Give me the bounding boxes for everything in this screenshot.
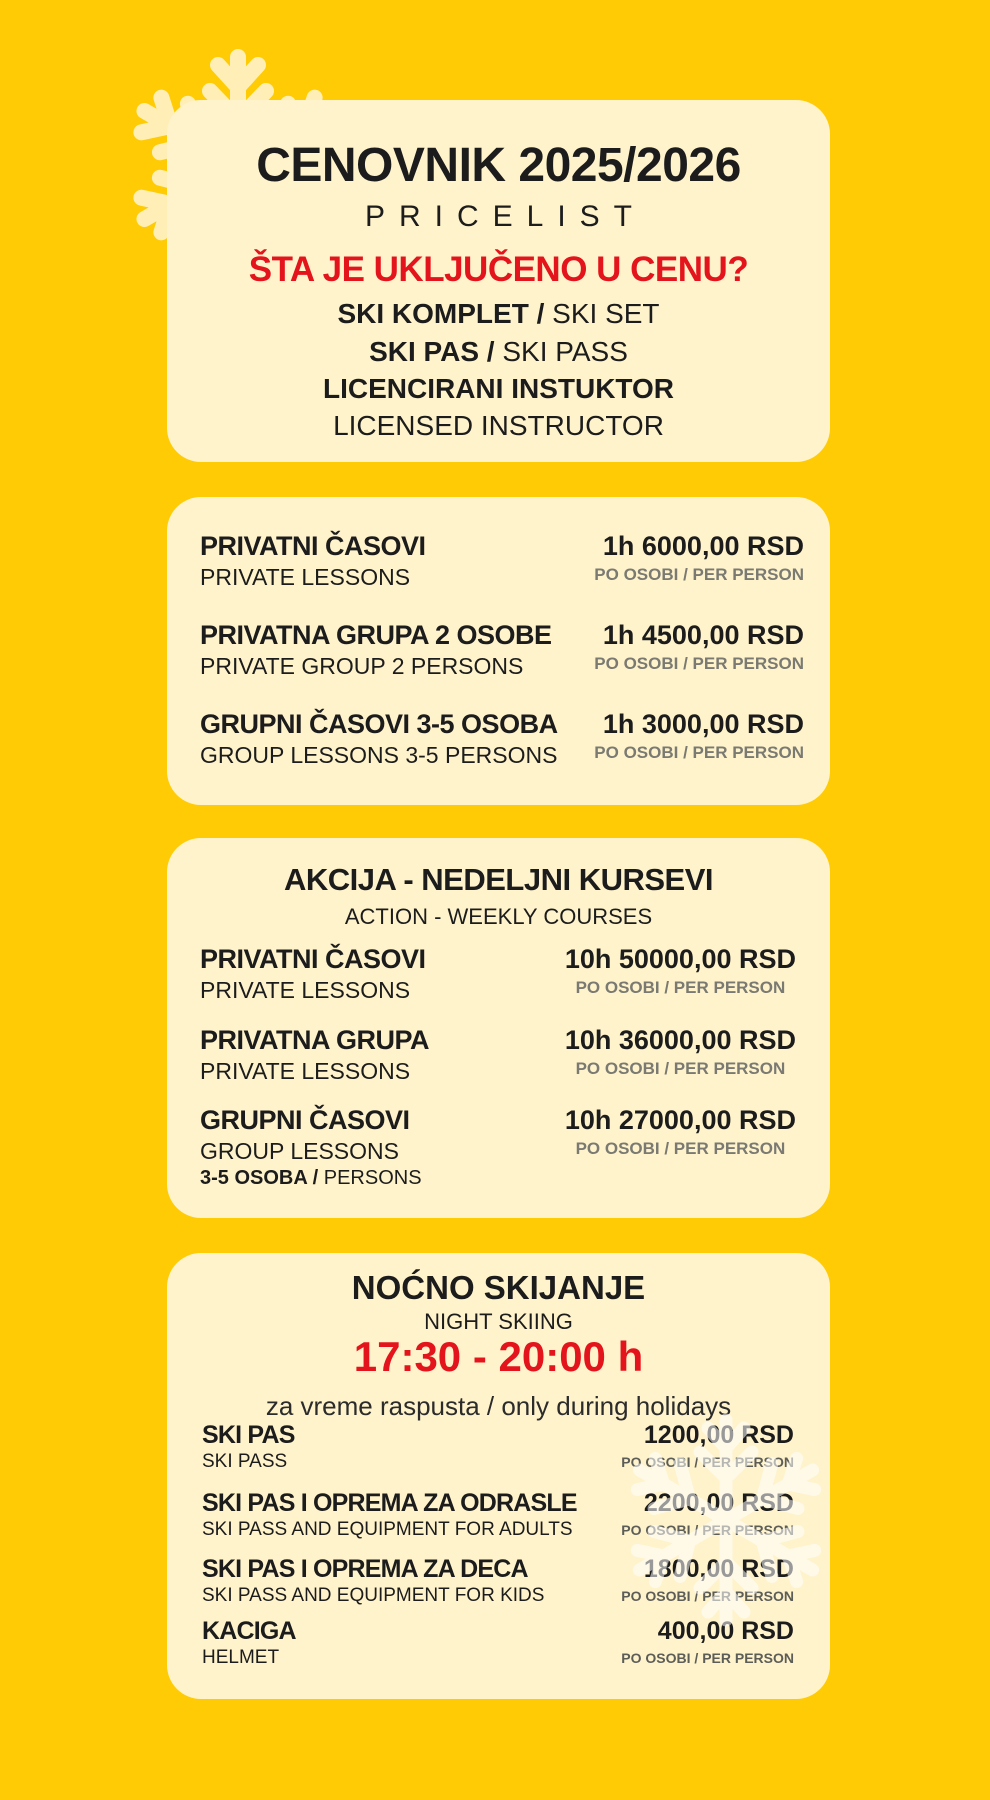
item-name-en: SKI PASS	[202, 1451, 288, 1472]
included-item-instructor: LICENCIRANI INSTUKTOR	[322, 373, 675, 404]
item-name: PRIVATNA GRUPA	[200, 1025, 429, 1055]
price-row	[200, 944, 804, 1004]
item-price: 10h 36000,00 RSD	[564, 1025, 796, 1055]
item-name: SKI PAS I OPREMA ZA ODRASLE	[202, 1489, 577, 1517]
item-name-en: HELMET	[202, 1647, 280, 1668]
per-person-label: PO OSOBI / PER PERSON	[594, 743, 804, 762]
per-person-label: PO OSOBI / PER PERSON	[575, 978, 786, 997]
item-name: SKI PAS	[202, 1421, 295, 1449]
item-name-en: PRIVATE GROUP 2 PERSONS	[200, 653, 524, 679]
item-price: 1200,00 RSD	[643, 1421, 794, 1449]
item-name-en: SKI PASS AND EQUIPMENT FOR KIDS	[202, 1585, 545, 1606]
item-name: GRUPNI ČASOVI	[200, 1105, 410, 1135]
item-name: PRIVATNI ČASOVI	[200, 944, 426, 974]
item-price: 10h 50000,00 RSD	[564, 944, 796, 974]
item-name-en: GROUP LESSONS 3-5 PERSONS	[200, 742, 558, 768]
weekly-courses-card	[167, 838, 830, 1218]
page-title: CENOVNIK 2025/2026	[256, 139, 741, 192]
included-card	[167, 100, 830, 462]
per-person-label: PO OSOBI / PER PERSON	[594, 654, 804, 673]
price-row	[200, 531, 804, 591]
item-name: KACIGA	[202, 1617, 296, 1645]
section-title: AKCIJA - NEDELJNI KURSEVI	[283, 862, 714, 897]
included-item-ski-set: SKI KOMPLET / SKI SET	[337, 298, 660, 329]
item-price: 10h 27000,00 RSD	[564, 1105, 796, 1135]
item-name-en: SKI PASS AND EQUIPMENT FOR ADULTS	[202, 1519, 573, 1540]
item-name: GRUPNI ČASOVI 3-5 OSOBA	[200, 709, 558, 739]
night-skiing-time: 17:30 - 20:00 h	[353, 1333, 644, 1380]
section-subtitle: NIGHT SKIING	[424, 1309, 573, 1334]
section-subtitle: ACTION - WEEKLY COURSES	[344, 904, 653, 929]
holiday-note: za vreme raspusta / only during holidays	[265, 1391, 732, 1421]
item-price: 1800,00 RSD	[643, 1555, 794, 1583]
per-person-label: PO OSOBI / PER PERSON	[621, 1454, 794, 1470]
item-name: SKI PAS I OPREMA ZA DECA	[202, 1555, 528, 1583]
section-title: NOĆNO SKIJANJE	[351, 1269, 646, 1306]
price-row	[200, 1105, 804, 1190]
price-row	[200, 709, 804, 769]
per-person-label: PO OSOBI / PER PERSON	[594, 565, 804, 584]
item-price: 1h 6000,00 RSD	[602, 531, 804, 561]
item-persons-note: 3-5 OSOBA / PERSONS	[200, 1167, 422, 1189]
per-person-label: PO OSOBI / PER PERSON	[575, 1059, 786, 1078]
per-person-label: PO OSOBI / PER PERSON	[575, 1139, 786, 1158]
item-name-en: PRIVATE LESSONS	[200, 564, 411, 590]
price-row	[200, 1025, 804, 1085]
item-name-en: PRIVATE LESSONS	[200, 977, 411, 1003]
included-item-instructor-en: LICENSED INSTRUCTOR	[333, 410, 664, 441]
item-price: 1h 3000,00 RSD	[602, 709, 804, 739]
price-row	[200, 620, 804, 680]
item-name-en: PRIVATE LESSONS	[200, 1058, 411, 1084]
lessons-card	[167, 497, 830, 805]
item-price: 1h 4500,00 RSD	[602, 620, 804, 650]
page-subtitle: PRICELIST	[364, 200, 647, 233]
per-person-label: PO OSOBI / PER PERSON	[621, 1588, 794, 1604]
included-question: ŠTA JE UKLJUČENO U CENU?	[248, 250, 749, 289]
per-person-label: PO OSOBI / PER PERSON	[621, 1650, 794, 1666]
item-name-en: GROUP LESSONS	[200, 1138, 399, 1164]
snowflake-icon	[586, 1410, 866, 1630]
item-price: 400,00 RSD	[657, 1617, 794, 1645]
item-name: PRIVATNA GRUPA 2 OSOBE	[200, 620, 552, 650]
item-name: PRIVATNI ČASOVI	[200, 531, 426, 561]
item-price: 2200,00 RSD	[643, 1489, 794, 1517]
per-person-label: PO OSOBI / PER PERSON	[621, 1522, 794, 1538]
included-item-ski-pass: SKI PAS / SKI PASS	[369, 336, 628, 367]
